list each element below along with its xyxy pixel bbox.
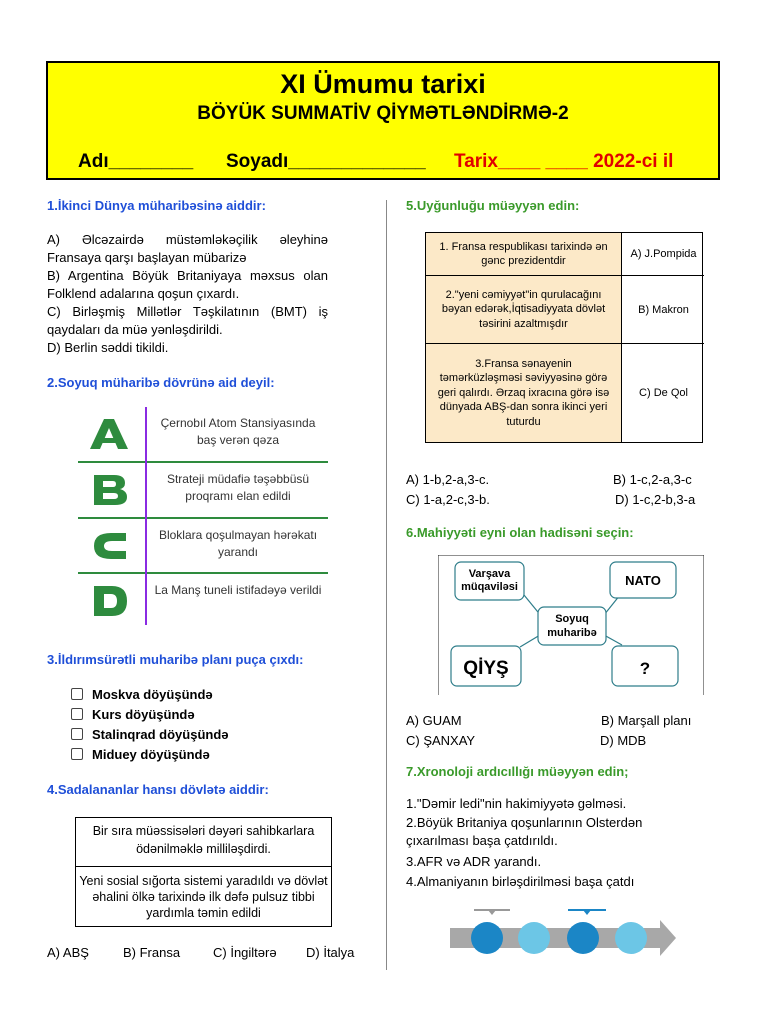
diagram-node-top-right: NATO [625,573,661,588]
checkbox-icon[interactable] [71,728,83,740]
q2-option-c-text: Bloklara qoşulmayan hərəkatı yarandı [158,528,318,559]
letter-b-icon [84,469,134,509]
q3-option-c-label: Stalinqrad döyüşündə [92,727,229,742]
page-subtitle: BÖYÜK SUMMATİV QİYMƏTLƏNDİRMƏ-2 [197,103,569,124]
q4-title: 4.Sadalananlar hansı dövlətə aiddir: [47,782,269,797]
checkbox-icon[interactable] [71,688,83,700]
q5-row-1 [426,233,704,275]
checkbox-icon[interactable] [71,708,83,720]
q2-option-d-text: La Manş tuneli istifadəyə verildi [154,583,322,597]
q4-info-2: Yeni sosial sığorta sistemi yaradıldı və dövlət əhalini ölkə tarixində ilk dəfə pulsuz tibbi yardımla təmin edildi [79,874,328,920]
q5-row-2 [426,276,704,343]
q3-option-d-label: Miduey döyüşündə [92,747,210,762]
timeline-dot [567,922,599,954]
q6-option-b[interactable]: B) Marşall planı [601,713,692,728]
q6-concept-diagram [438,555,704,695]
q3-option-c[interactable] [71,727,229,742]
q3-option-b[interactable] [71,707,195,722]
q6-option-a[interactable]: A) GUAM [406,713,462,728]
q3-title: 3.İldırımsürətli muharibə planı puça çıxdı: [47,652,304,667]
q2-option-c[interactable] [78,519,328,575]
timeline-dot [518,922,550,954]
q5-row-3-right: C) De Qol [639,387,688,399]
q3-option-d[interactable] [71,747,210,762]
q7-item-2: 2.Böyük Britaniya qoşunlarının Olsterdən çıxarılması başa çatdırıldı. [406,815,643,848]
connector-line [520,635,540,647]
diagram-node-bottom-left: QİYŞ [463,658,509,679]
timeline-marker-tip [488,910,496,915]
q2-option-a-text: Çernobıl Atom Stansiyasında baş verən qəza [160,416,316,447]
q7-item-3: 3.AFR və ADR yarandı. [406,854,542,869]
connector-line [604,635,622,645]
timeline-dot [615,922,647,954]
q3-option-b-label: Kurs döyüşündə [92,707,195,722]
q6-option-d[interactable]: D) MDB [600,733,647,748]
q5-row-1-right: A) J.Pompida [630,248,697,260]
q5-option-d[interactable]: D) 1-c,2-b,3-a [615,492,696,507]
q1-option-a[interactable]: A) Əlcəzairdə müstəmləkəçilik əleyhinə Fransaya qarşı başlayan mübarizə [47,232,328,265]
q2-option-d[interactable] [78,574,328,630]
q5-option-b[interactable]: B) 1-c,2-a,3-c [613,472,692,487]
q5-row-1-left: 1. Fransa respublikası tarixində ən gənc prezidentdir [426,233,622,275]
name-field[interactable]: Adı________ [78,151,194,172]
q5-row-3-left: 3.Fransa sənayenin təmərküzləşməsi səviyyəsinə görə geri qalırdı. Ərzaq ixracına görə isə dünyada ABŞ-dan sonra ikinci yeri tuturdu [426,344,622,442]
q7-item-1: 1."Dəmir ledi"nin hakimiyyətə gəlməsi. [406,796,627,811]
timeline-dot [471,922,503,954]
q5-option-c[interactable]: C) 1-a,2-c,3-b. [406,492,490,507]
column-divider [386,200,387,970]
q1-option-b[interactable]: B) Argentina Böyük Britaniyaya məxsus olan Folklend adalarına qoşun çıxardı. [47,268,328,301]
q4-option-c[interactable]: C) İngiltərə [213,945,277,960]
q2-options-table [78,407,328,625]
q5-title: 5.Uyğunluğu müəyyən edin: [406,198,580,213]
letter-d-icon [84,580,134,620]
q5-option-a[interactable]: A) 1-b,2-a,3-c. [406,472,490,487]
q5-matching-table [425,232,703,443]
letter-a-icon [84,413,134,453]
q1-title: 1.İkinci Dünya müharibəsinə aiddir: [47,198,266,213]
timeline-graphic [450,906,678,966]
surname-field[interactable]: Soyadı_____________ [226,151,426,172]
box-separator [76,866,331,867]
q2-option-b-text: Strateji müdafiə təşəbbüsü proqramı elan edildi [166,472,310,503]
q7-item-4: 4.Almaniyanın birləşdirilməsi başa çatdı [406,874,635,889]
q6-option-c[interactable]: C) ŞANXAY [406,733,476,748]
q5-row-2-right: B) Makron [638,303,689,316]
page-title: XI Ümumu tarixi [280,69,486,99]
q1-option-d[interactable]: D) Berlin səddi tikildi. [47,340,169,355]
q5-row-2-left: 2."yeni cəmiyyət"in qurulacağını bəyan edərək,İqtisadiyyata dövlət təsirini azaltmışdır [426,276,622,343]
q4-option-b[interactable]: B) Fransa [123,945,181,960]
q2-title: 2.Soyuq müharibə dövrünə aid deyil: [47,375,275,390]
timeline-marker-tip [583,910,591,915]
q4-info-box [75,817,332,927]
q3-option-a-label: Moskva döyüşündə [92,687,213,702]
q1-option-c[interactable]: C) Birləşmiş Millətlər Təşkilatının (BMT) iş qaydaları da müə yənləşdirildi. [47,304,328,337]
q3-option-a[interactable] [71,687,213,702]
header-banner [46,61,720,180]
q6-title: 6.Mahiyyəti eyni olan hadisəni seçin: [406,525,634,540]
diagram-node-bottom-right: ? [639,659,651,678]
q2-option-a[interactable] [78,407,328,463]
letter-c-icon [84,525,134,565]
diagram-node-top-left: Varşava müqaviləsi [461,568,518,593]
q4-option-d[interactable]: D) İtalya [306,945,355,960]
q5-row-3 [426,344,704,442]
q4-option-a[interactable]: A) ABŞ [47,945,89,960]
q7-title: 7.Xronoloji ardıcıllığı müəyyən edin; [406,764,629,779]
diagram-node-center: Soyuq muharibə [547,613,597,639]
q4-info-1: Bir sıra müəssisələri dəyəri sahibkarlara ödənilməklə milliləşdirdi. [92,824,315,856]
checkbox-icon[interactable] [71,748,83,760]
q2-option-b[interactable] [78,463,328,519]
date-field[interactable]: Tarix____ ____ 2022-ci il [454,151,674,172]
